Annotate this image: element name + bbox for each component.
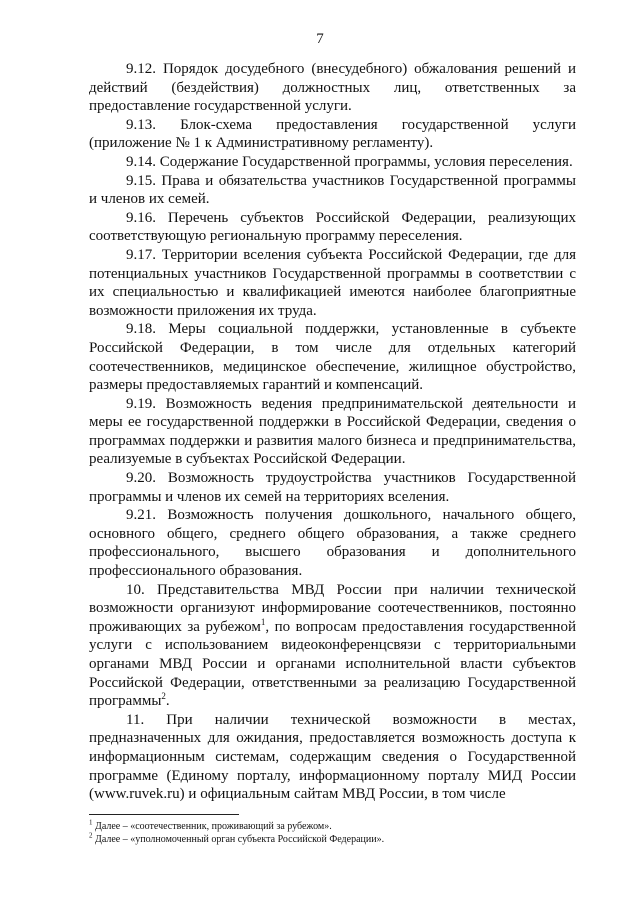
paragraph-9-14: 9.14. Содержание Государственной программы, условия переселения. (126, 153, 573, 170)
paragraph-9-19: 9.19. Возможность ведения предпринимательской деятельности и меры ее государственной поддержки в Российской Федерации, сведения о программах поддержки и развития малого бизнеса и предпринимательства, реализуемые в субъектах Российской Федерации. (89, 395, 576, 468)
paragraph-10-text-3: . (165, 693, 170, 710)
footnote-separator (89, 814, 239, 815)
footnote-1-text: Далее – «соотечественник, проживающий за рубежом». (92, 821, 332, 832)
paragraph-9-18: 9.18. Меры социальной поддержки, установленные в субъекте Российской Федерации, в том числе для отдельных категорий соотечественников, медицинское обеспечение, жилищное обустройство, размеры предоставляемых гарантий и компенсаций. (89, 321, 576, 394)
paragraph-9-17: 9.17. Территории вселения субъекта Российской Федерации, где для потенциальных участников Государственной программы в соответствии с их специальностью и квалификацией имеются наиболее благоприятные возможности приложения их труда. (89, 246, 576, 319)
paragraph-10-text-1: 10. Представительства МВД России при наличии технической возможности организуют информирование соотечественников, постоянно проживающих за рубежом (89, 581, 576, 635)
paragraph-9-20: 9.20. Возможность трудоустройства участников Государственной программы и членов их семей на территориях вселения. (89, 470, 576, 505)
paragraph-10-text-2: , по вопросам предоставления государственной услуги с использованием видеоконференцсвязи с территориальными органами МВД России и органами исполнительной власти субъектов Российской Федерации, ответственными за реализацию Государственной программы (89, 618, 576, 710)
footnotes (89, 820, 576, 846)
paragraph-9-15: 9.15. Права и обязательства участников Государственной программы и членов их семей. (89, 172, 576, 208)
footnote-1 (89, 820, 576, 833)
paragraph-9-12: 9.12. Порядок досудебного (внесудебного) обжалования решений и действий (бездействия) должностных лиц, ответственных за предоставление государственной услуги. (89, 61, 576, 115)
footnote-ref-1: 1 (260, 616, 266, 627)
footnote-2-mark: 2 (89, 831, 93, 840)
footnote-2-text: Далее – «уполномоченный орган субъекта Российской Федерации». (92, 834, 385, 845)
page-number: 7 (316, 31, 324, 47)
paragraph-9-21: 9.21. Возможность получения дошкольного, начального общего, основного общего, среднего общего образования, а также среднего профессионального, высшего образования и дополнительного профессионального образования. (89, 507, 576, 580)
paragraph-10 (89, 581, 576, 711)
paragraph-9-16: 9.16. Перечень субъектов Российской Федерации, реализующих соответствующую региональную программу переселения. (89, 209, 576, 245)
paragraph-11: 11. При наличии технической возможности в местах, предназначенных для ожидания, предоставляется возможность доступа к информационным системам, содержащим сведения о Государственной программе (Единому порталу, информационному порталу МИД России (www.ruvek.ru) и официальным сайтам МВД России, в том числе (89, 711, 576, 803)
footnote-2 (89, 833, 576, 846)
paragraph-9-13: 9.13. Блок-схема предоставления государственной услуги (приложение № 1 к Административному регламенту). (89, 116, 576, 152)
footnote-1-mark: 1 (89, 818, 93, 827)
footnote-ref-2: 2 (161, 691, 166, 702)
document-body (89, 60, 576, 804)
